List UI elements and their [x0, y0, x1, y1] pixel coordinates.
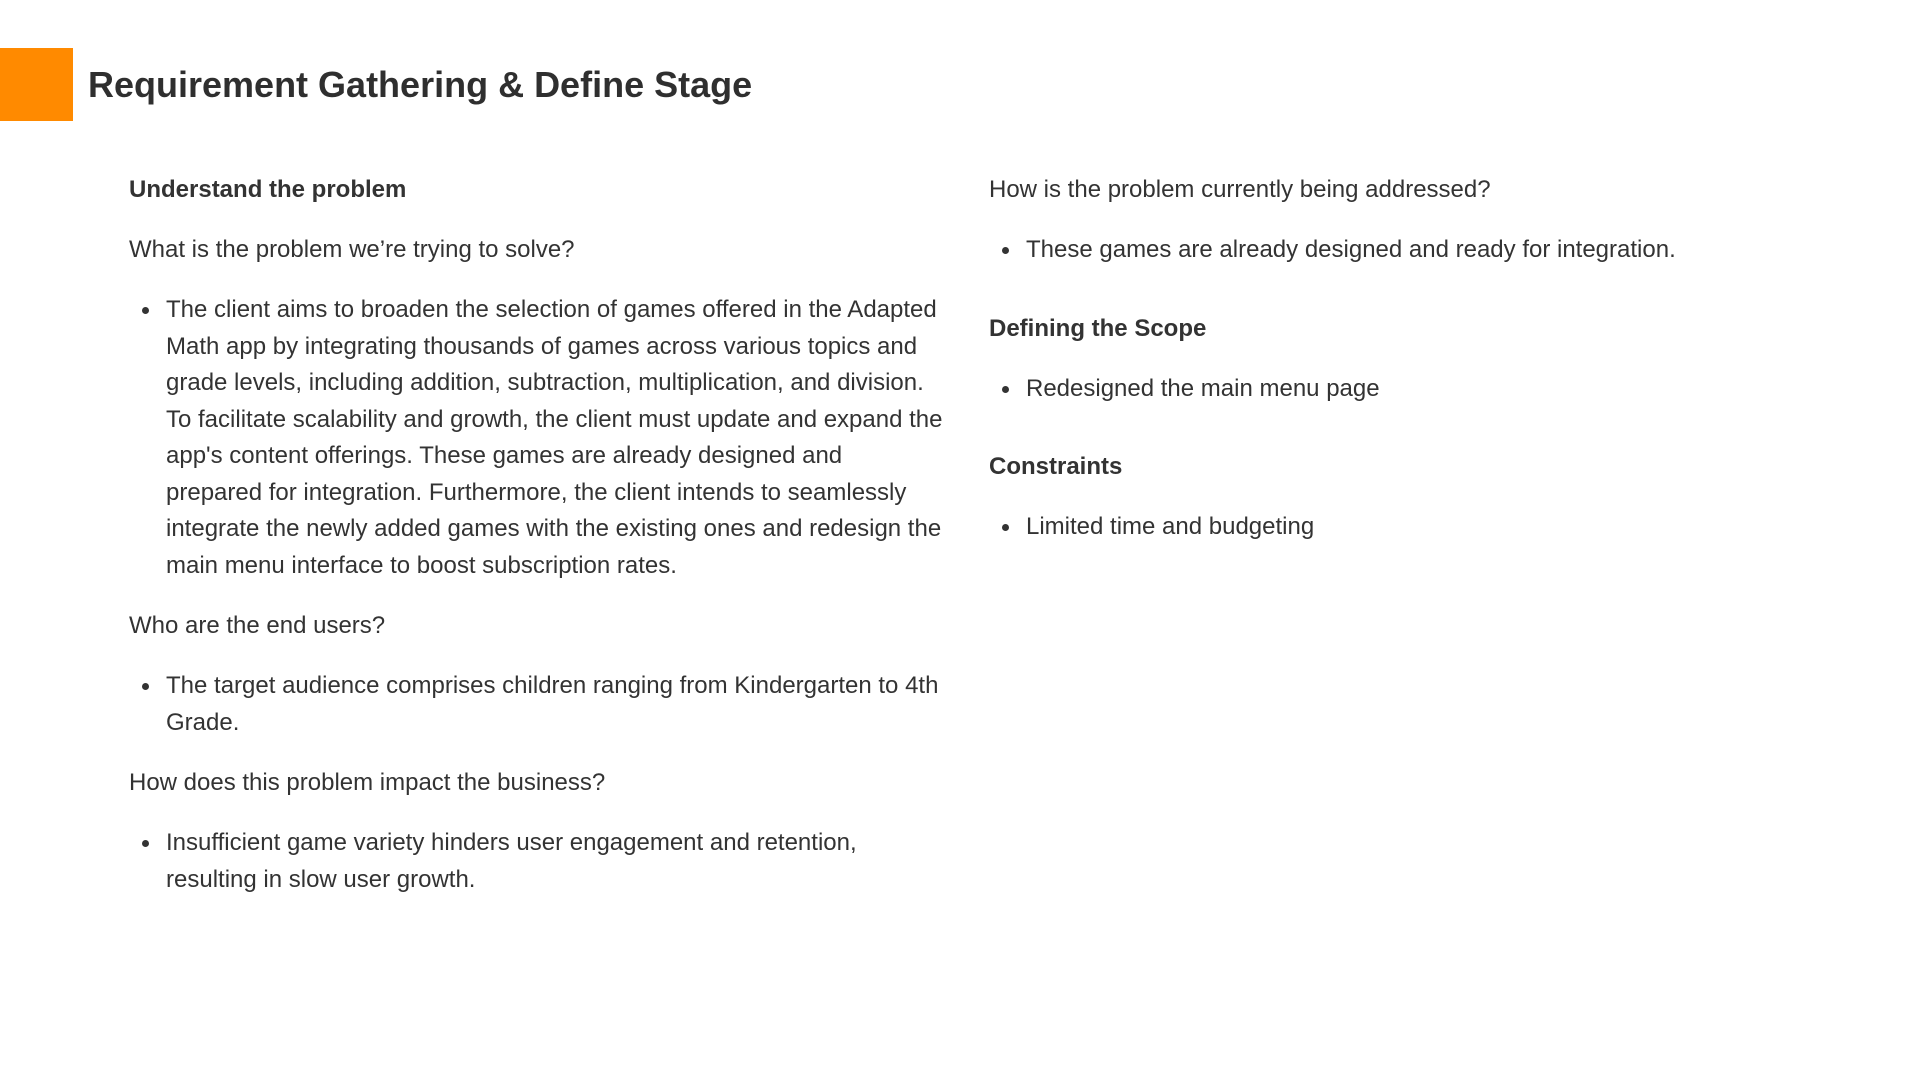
question-problem: What is the problem we’re trying to solve? — [129, 236, 575, 263]
section-heading-understand: Understand the problem — [129, 176, 407, 203]
list-item: Insufficient game variety hinders user engagement and retention, resulting in slow user growth. — [166, 825, 944, 898]
answer-list-problem — [129, 292, 944, 584]
list-item: The target audience comprises children ranging from Kindergarten to 4th Grade. — [166, 668, 944, 741]
answer-list-end-users — [129, 668, 944, 741]
section-heading-constraints: Constraints — [989, 453, 1123, 480]
page-title: Requirement Gathering & Define Stage — [88, 64, 753, 105]
answer-list-business-impact — [129, 825, 944, 898]
list-item: These games are already designed and ready for integration. — [1026, 232, 1889, 269]
question-business-impact: How does this problem impact the business? — [129, 769, 606, 796]
list-item: Redesigned the main menu page — [1026, 371, 1889, 408]
scope-list — [989, 371, 1889, 408]
constraints-list — [989, 509, 1889, 546]
question-end-users: Who are the end users? — [129, 612, 386, 639]
left-column — [129, 172, 944, 922]
list-item: The client aims to broaden the selection of games offered in the Adapted Math app by integrating thousands of games across various topics and grade levels, including addition, subtraction, multiplication, and division. To facilitate scalability and growth, the client must update and expand the app's content offerings. These games are already designed and prepared for integration. Furthermore, the client intends to seamlessly integrate the newly added games with the existing ones and redesign the main menu interface to boost subscription rates. — [166, 292, 944, 584]
accent-block — [0, 48, 73, 121]
section-heading-scope: Defining the Scope — [989, 314, 1207, 342]
answer-list-current-approach — [989, 232, 1889, 269]
list-item: Limited time and budgeting — [1026, 509, 1889, 546]
question-current-approach: How is the problem currently being addressed? — [989, 176, 1491, 203]
right-column — [989, 172, 1889, 570]
